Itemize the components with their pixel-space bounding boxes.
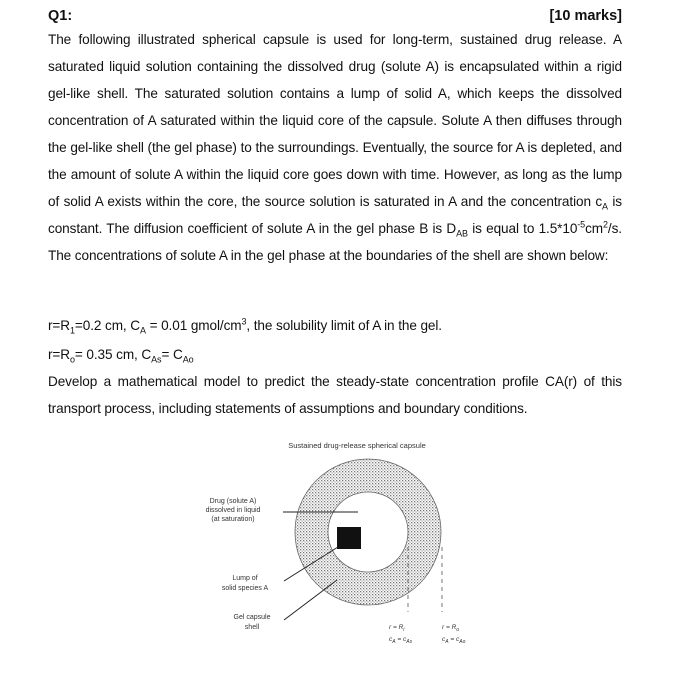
svg-text:shell: shell	[244, 624, 260, 631]
svg-text:Lump of: Lump of	[232, 575, 258, 582]
gel-leader-line	[284, 580, 337, 620]
figure-title: Sustained drug-release spherical capsule	[288, 441, 426, 450]
inner-boundary-label	[389, 624, 413, 645]
problem-description: The following illustrated spherical capsule is used for long-term, sustained drug release. A saturated liquid solution containing the dissolved drug (solute A) is encapsulated within a rigid gel-like shell. The saturated solution contains a lump of solid A, which keeps the dissolved concentration of A saturated within the liquid core of the capsule. Solute A then diffuses through the gel-like shell (the gel phase) to the surroundings. Eventually, the source for A is depleted, and the amount of solute A within the liquid core goes down with time. However, as long as the lump of solid A exists within the core, the source solution is saturated in A and the concentration $c_A$ is constant. The diffusion coefficient of solute A in the gel phase B is $D_{AB}$ is equal to $1.5*10^{-5}cm^2/s$. The concentrations of solute A in the gel phase at the boundaries of the shell are shown below:	[48, 32, 622, 263]
boundary-condition-1: $r=R_1=0.2$ cm, $C_A = 0.01$ gmol/$cm^3$, the solubility limit of A in the gel.	[48, 316, 442, 336]
solid-lump	[337, 527, 361, 549]
svg-text:Drug (solute A): Drug (solute A)	[209, 498, 257, 505]
svg-text:cA = cAs: $c_A = c_{As}$	[389, 636, 413, 645]
svg-text:(at saturation): (at saturation)	[211, 516, 255, 523]
svg-text:solid species A: solid species A	[221, 585, 269, 592]
svg-text:cA = cAo: $c_A = c_{Ao}$	[442, 636, 466, 645]
task-statement: Develop a mathematical model to predict the steady-state concentration profile CA(r) of this transport process, including statements of assumptions and boundary conditions.	[48, 374, 622, 416]
svg-text:Gel capsule: Gel capsule	[233, 614, 271, 621]
svg-text:dissolved in liquid: dissolved in liquid	[205, 507, 261, 514]
svg-text:r = Ri: $r = R_i$	[389, 624, 405, 633]
boundary-condition-2: $r=R_o= 0.35$ cm, $C_{As}= C_{Ao}$	[48, 347, 194, 365]
outer-boundary-label	[442, 624, 466, 645]
question-number: Q1:	[48, 8, 73, 24]
drug-label	[206, 498, 261, 523]
question-marks: [10 marks]	[549, 8, 622, 24]
gel-label	[234, 614, 271, 631]
svg-text:r = Ro: $r = R_o$	[442, 624, 460, 633]
lump-label	[222, 575, 269, 592]
